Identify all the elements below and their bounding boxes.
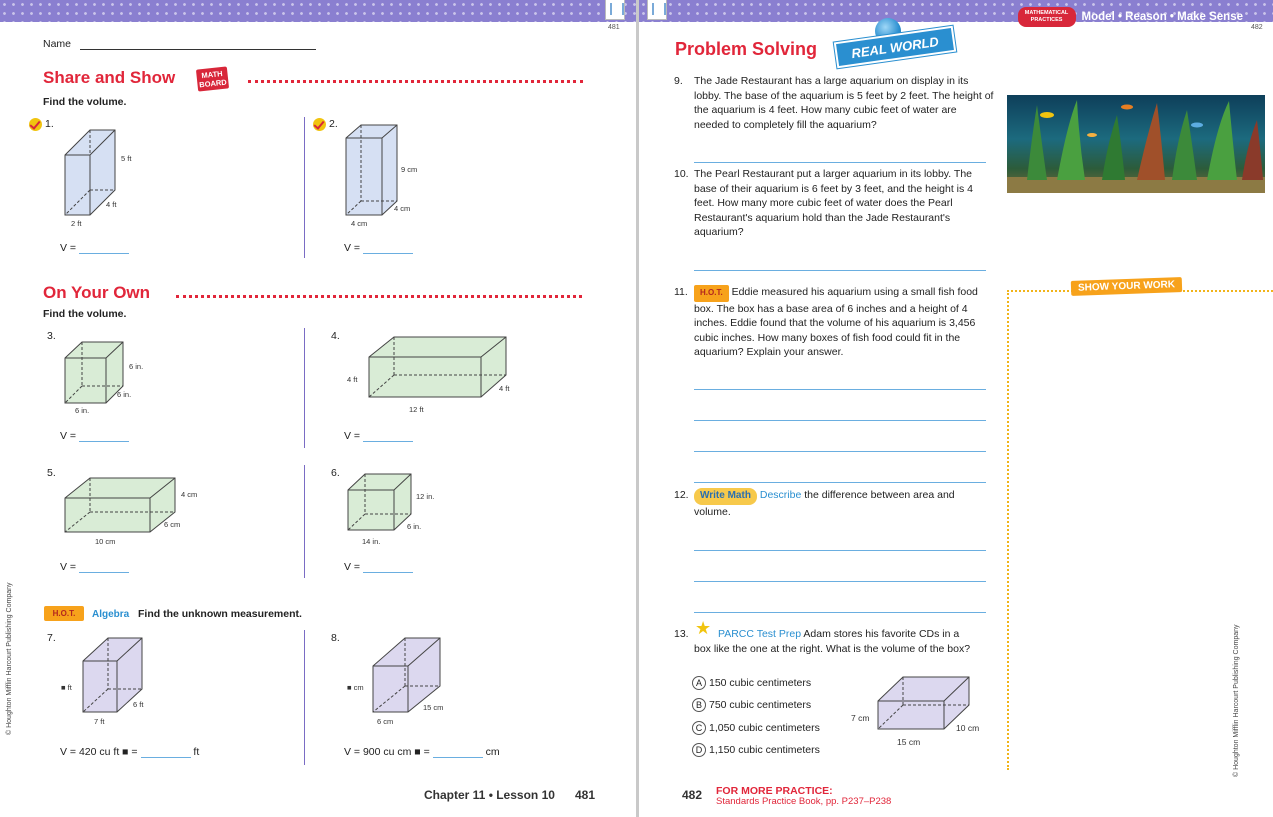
aquarium-plants-graphic [1007,95,1265,193]
box-depth: 10 cm [956,723,980,733]
answer-blank[interactable] [363,431,413,442]
problem-8-unknown: ■ cm [347,683,364,692]
check-icon [313,118,326,131]
problem-7-depth: 6 ft [133,700,144,709]
more-practice-reference: Standards Practice Book, pp. P237–P238 [716,796,892,807]
problem-2-height: 9 cm [401,165,418,174]
column-divider [304,465,305,578]
mathematical-practices-bar [1018,6,1243,28]
box-height: 7 cm [851,713,870,723]
answer-line[interactable] [694,270,986,271]
math-board-icon: MATH BOARD [196,66,229,91]
answer-line[interactable] [694,420,986,421]
problem-8-width: 6 cm [377,717,394,726]
choice-b[interactable]: B 750 cubic centimeters [692,698,811,712]
problem-3-width: 6 in. [75,406,90,415]
more-practice-title: FOR MORE PRACTICE: [716,785,833,797]
answer-blank[interactable] [433,747,483,758]
answer-line[interactable] [694,612,986,613]
problem-1-width: 2 ft [71,219,82,228]
answer-blank[interactable] [79,243,129,254]
real-world-banner: REAL WORLD [834,26,956,68]
answer-blank[interactable] [79,562,129,573]
choice-a[interactable]: A 150 cubic centimeters [692,676,811,690]
choice-c[interactable]: C 1,050 cubic centimeters [692,721,820,735]
on-your-own-instruction: Find the volume. [43,308,127,320]
problem-2-number: 2. [329,118,338,130]
problem-6-number: 6. [331,467,340,479]
show-your-work-label: SHOW YOUR WORK [1071,277,1183,296]
aquarium-photo [1007,95,1265,193]
problem-2-answer: V = [344,242,413,254]
copyright-text: © Houghton Mifflin Harcourt Publishing Company [1233,624,1240,777]
answer-line[interactable] [694,389,986,390]
section-dotted-rule [248,80,583,83]
algebra-instruction: Find the unknown measurement. [138,608,302,620]
mathematical-practices-badge: MATHEMATICAL PRACTICES [1018,7,1076,27]
problem-1-answer: V = [60,242,129,254]
column-divider [304,117,305,258]
question-13: 13. PARCC Test Prep Adam stores his favorite CDs in a box like the one at the right. What is the volume of the box? [674,628,971,655]
algebra-label: Algebra [92,609,130,620]
problem-7-width: 7 ft [94,717,105,726]
copyright-text: © Houghton Mifflin Harcourt Publishing Company [6,582,13,735]
problem-solving-title: Problem Solving [675,39,818,59]
share-show-instruction: Find the volume. [43,96,127,108]
problem-7-number: 7. [47,632,56,644]
answer-line[interactable] [694,581,986,582]
problem-8-depth: 15 cm [423,703,444,712]
footer-page-number: 481 [575,788,596,802]
footer-chapter-lesson: Chapter 11 • Lesson 10 [424,788,555,802]
box-width: 15 cm [897,737,921,747]
top-decorative-band [0,0,637,22]
bookmark-icon [647,0,667,20]
problem-3-answer: V = [60,430,129,442]
star-icon: ★ [695,618,712,638]
check-icon [29,118,42,131]
problem-4-number: 4. [331,330,340,342]
problem-3-number: 3. [47,330,56,342]
problem-7-answer: V = 420 cu ft ■ = ft [60,746,200,758]
share-and-show-title: Share and Show [43,68,176,87]
answer-blank[interactable] [141,747,191,758]
answer-blank[interactable] [363,243,413,254]
answer-line[interactable] [694,482,986,483]
bookmark-icon [605,0,625,20]
problem-6-width: 14 in. [362,537,381,546]
problem-5-depth: 6 cm [164,520,181,529]
question-10: 10. The Pearl Restaurant put a larger aquarium in its lobby. The base of their aquarium is 6 feet by 3 feet, and the height is 4 feet. How many more cubic feet of water does the Pearl Restaurant's aquarium hold than the Jade Restaurant's aquarium? [674,168,974,238]
hot-badge: H.O.T. [44,606,84,621]
answer-line[interactable] [694,451,986,452]
problem-8-number: 8. [331,632,340,644]
problem-4-answer: V = [344,430,413,442]
problem-1-height: 5 ft [121,154,132,163]
right-page [639,0,1273,817]
choice-d[interactable]: D 1,150 cubic centimeters [692,743,820,757]
problem-2-width: 4 cm [351,219,368,228]
problem-1-number: 1. [45,118,54,130]
write-math-badge: Write Math [694,488,757,505]
problem-6-answer: V = [344,561,413,573]
column-divider [304,630,305,765]
problem-6-depth: 6 in. [407,522,422,531]
answer-blank[interactable] [363,562,413,573]
on-your-own-title: On Your Own [43,283,151,302]
problem-1-depth: 4 ft [106,200,117,209]
problem-7-unknown: ■ ft [61,683,72,692]
problem-5-number: 5. [47,467,56,479]
name-field-line[interactable] [80,49,316,50]
problem-6-height: 12 in. [416,492,435,501]
page-number-top: 481 [608,24,620,31]
answer-line[interactable] [694,162,986,163]
problem-5-width: 10 cm [95,537,116,546]
problem-4-height: 4 ft [347,375,358,384]
problem-4-depth: 4 ft [499,384,510,393]
page-number-top: 482 [1251,24,1263,31]
answer-blank[interactable] [79,431,129,442]
answer-line[interactable] [694,550,986,551]
footer-page-number: 482 [682,788,703,802]
problem-8-answer: V = 900 cu cm ■ = cm [344,746,500,758]
question-11: 11. H.O.T. Eddie measured his aquarium using a small fish food box. The box has a base area of 6 inches and a height of 4 inches. Eddie found that the volume of his aquarium is 3,456 cubic inches. How many boxes of fish food could fit in the aquarium? Explain your answer. [674,286,978,358]
problem-2-depth: 4 cm [394,204,411,213]
problem-5-height: 4 cm [181,490,198,499]
prism-6-figure [345,472,415,534]
problem-3-height: 6 in. [129,362,144,371]
mathematical-practices-text: Model • Reason • Make Sense [1081,11,1243,23]
problem-3-depth: 6 in. [117,390,132,399]
problem-4-width: 12 ft [409,405,424,414]
question-9: 9. The Jade Restaurant has a large aquarium on display in its lobby. The base of the aquarium is 5 feet by 2 feet. The height of the aquarium is 4 feet. How many cubic feet of water are needed to completely fill the aquarium? [674,75,994,131]
problem-5-answer: V = [60,561,129,573]
column-divider [304,328,305,448]
section-dotted-rule [176,295,582,298]
name-label: Name [43,38,72,50]
prism-5-figure [62,476,180,536]
prism-4-figure [366,335,511,401]
hot-badge: H.O.T. [694,285,729,302]
question-12: 12. Write Math Describe the difference between area and volume. [674,489,955,518]
